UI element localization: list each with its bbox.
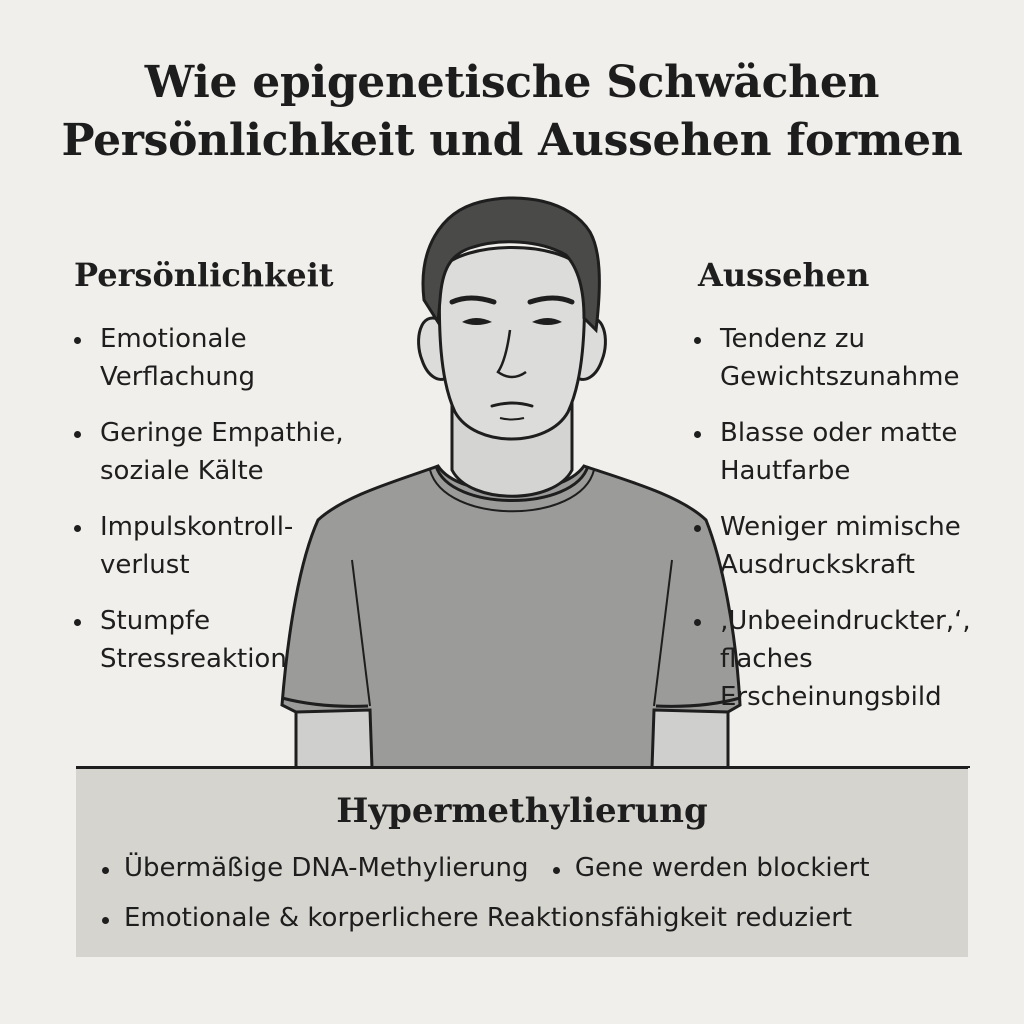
box-row-1 xyxy=(102,853,886,883)
personality-heading: Persönlichkeit xyxy=(74,256,334,294)
list-item: Weniger mimische Ausdruckskraft xyxy=(694,508,1020,584)
personality-list xyxy=(74,320,370,696)
list-item: Emotionale Verflachung xyxy=(74,320,370,396)
title-line-2: Persönlichkeit und Aussehen formen xyxy=(61,115,963,166)
list-item: ‚Unbeeindruckter,‘, flaches Erscheinungsbild xyxy=(694,602,1020,716)
hypermethylation-heading: Hypermethylierung xyxy=(336,791,708,831)
list-item: Blasse oder matte Hautfarbe xyxy=(694,414,1020,490)
list-item: Tendenz zu Gewichtszunahme xyxy=(694,320,1020,396)
list-item: Emotionale & korperlichere Reaktionsfähigkeit reduziert xyxy=(102,903,852,933)
appearance-list xyxy=(694,320,1020,734)
title-line-1: Wie epigenetische Schwächen xyxy=(144,57,880,108)
appearance-heading: Aussehen xyxy=(698,256,870,294)
list-item: Impulskontroll-verlust xyxy=(74,508,370,584)
list-item: Übermäßige DNA-Methylierung xyxy=(102,853,529,883)
list-item: Geringe Empathie, soziale Kälte xyxy=(74,414,370,490)
hypermethylation-box xyxy=(76,767,968,957)
list-item: Gene werden blockiert xyxy=(553,853,870,883)
box-row-2 xyxy=(102,903,868,933)
face xyxy=(439,248,584,440)
left-arm xyxy=(296,710,372,768)
list-item: Stumpfe Stressreaktion xyxy=(74,602,370,678)
